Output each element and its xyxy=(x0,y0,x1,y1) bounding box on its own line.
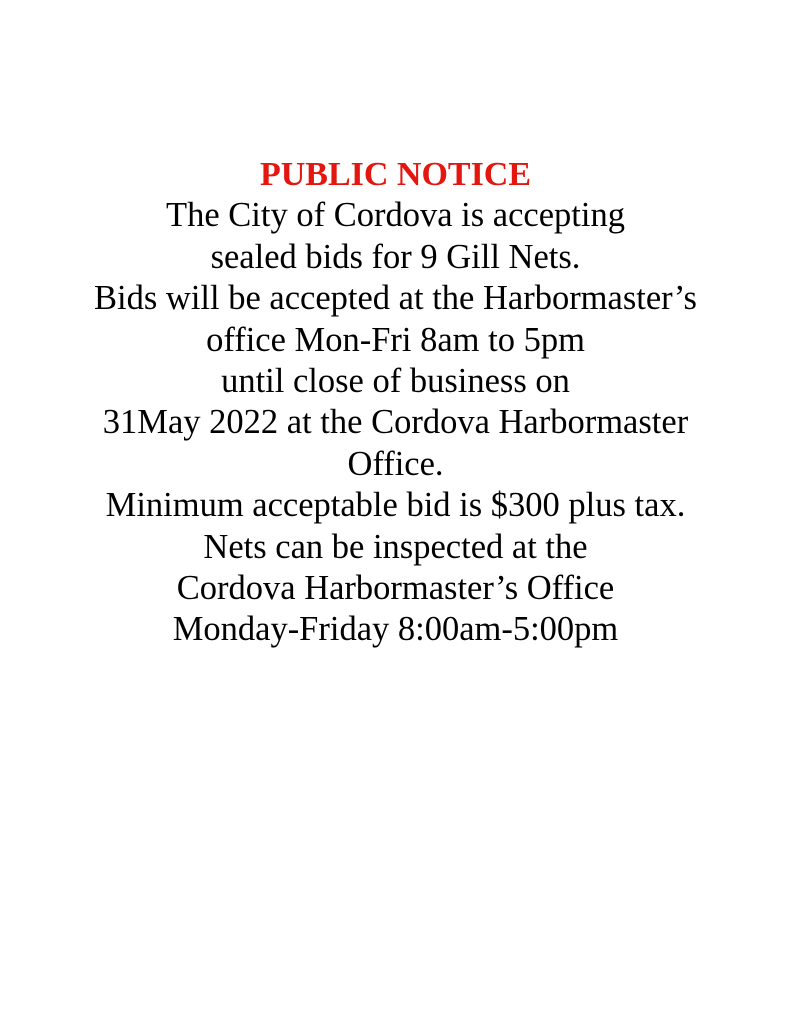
notice-line-deadline: 31May 2022 at the Cordova Harbormaster xyxy=(102,403,689,442)
notice-line-accepting: The City of Cordova is accepting xyxy=(166,196,625,235)
notice-line-gill-nets: sealed bids for 9 Gill Nets. xyxy=(210,237,581,276)
notice-line-minimum-bid: Minimum acceptable bid is $300 plus tax. xyxy=(105,486,686,525)
notice-line-office-hours: office Mon-Fri 8am to 5pm xyxy=(206,320,585,359)
public-notice xyxy=(0,154,791,651)
notice-line-inspection-location: Cordova Harbormaster’s Office xyxy=(176,569,615,608)
notice-line-office: Office. xyxy=(347,444,444,483)
notice-line-bids-accepted: Bids will be accepted at the Harbormaster’s xyxy=(94,279,697,318)
notice-title: PUBLIC NOTICE xyxy=(259,156,532,193)
notice-line-inspection: Nets can be inspected at the xyxy=(203,527,588,566)
notice-line-inspection-hours: Monday-Friday 8:00am-5:00pm xyxy=(172,610,619,649)
notice-line-until-close: until close of business on xyxy=(221,362,570,401)
